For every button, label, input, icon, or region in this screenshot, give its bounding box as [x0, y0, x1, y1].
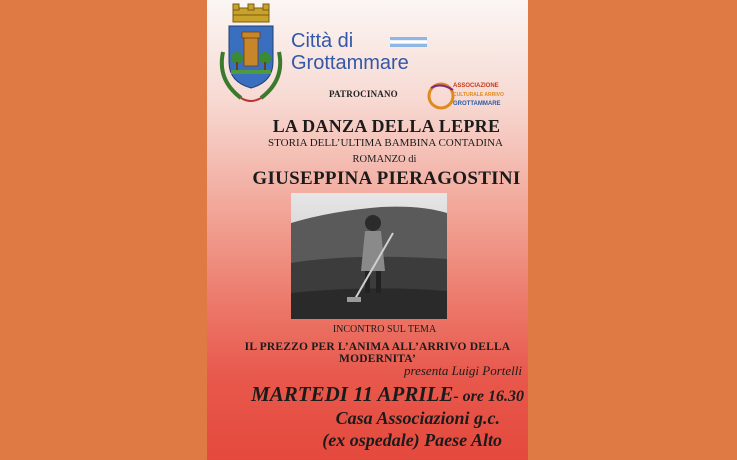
patrocinano-label: PATROCINANO: [329, 89, 398, 99]
event-time: - ore 16.30: [453, 388, 524, 405]
city-line1: Città di: [291, 30, 354, 52]
event-date: MARTEDI 11 APRILE: [251, 382, 454, 406]
assoc-logo-line2: CULTURALE ARRIVO: [453, 92, 504, 98]
book-subtitle: STORIA DELL’ULTIMA BAMBINA CONTADINA: [268, 137, 503, 149]
girl-photo: [291, 193, 447, 319]
city-line2: Grottammare: [291, 52, 409, 74]
presenter: presenta Luigi Portelli: [404, 363, 522, 378]
incontro-label: INCONTRO SUL TEMA: [332, 324, 437, 335]
romanzo-label: ROMANZO di: [352, 154, 417, 165]
talk-theme: IL PREZZO PER L’ANIMA ALL’ARRIVO DELLA MODERNITA’: [244, 341, 511, 365]
book-title: LA DANZA DELLA LEPRE: [272, 116, 501, 136]
assoc-logo-line3: GROTTAMMARE: [453, 101, 501, 107]
venue-line1: Casa Associazioni g.c.: [335, 408, 500, 428]
venue-line2: (ex ospedale) Paese Alto: [322, 430, 502, 450]
association-logo: [427, 78, 507, 112]
event-date-line: [207, 382, 528, 407]
event-poster: [207, 0, 528, 460]
author-name: GIUSEPPINA PIERAGOSTINI: [252, 168, 521, 189]
city-crest-icon: [211, 2, 291, 112]
city-flag-icon: [390, 37, 427, 47]
assoc-logo-line1: ASSOCIAZIONE: [453, 83, 499, 89]
